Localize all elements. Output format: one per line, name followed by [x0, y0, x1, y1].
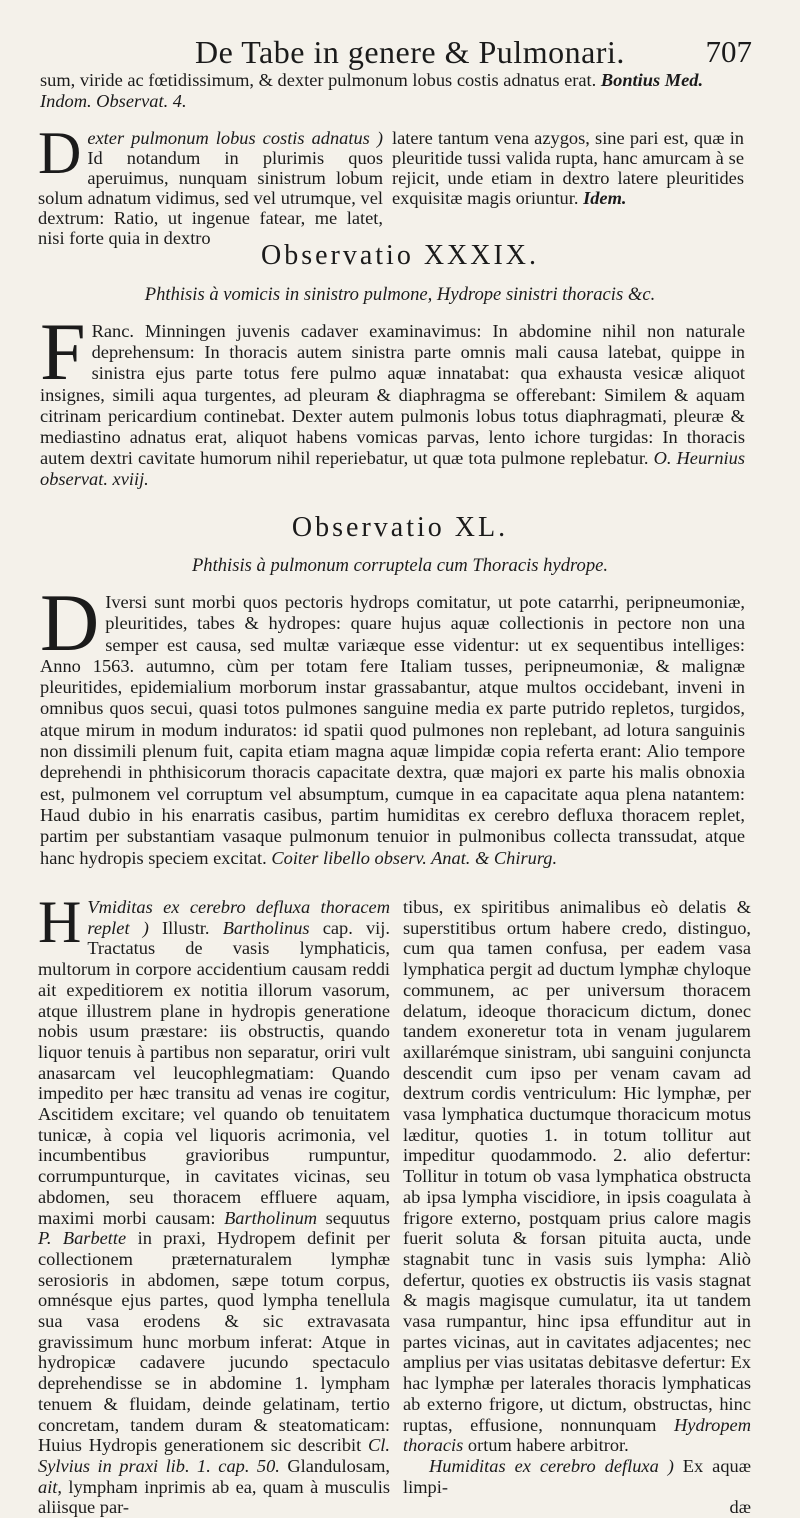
- observation-subheading: Phthisis à vomicis in sinistro pulmone, Hydrope sinistri thoracis &c.: [144, 284, 656, 305]
- note1-right-paragraph: latere tantum vena azygos, sine pari est, quæ in pleuritide tussi valida rupta, hanc amurcam à se rejicit, unde etiam in dextro latere pleuritides exquisitæ magis oriuntur. Idem.: [392, 128, 744, 209]
- observation-paragraph: F Ranc. Minningen juvenis cadaver examinavimus: In abdomine nihil non naturale deprehensum: In thoracis autem sinistra parte omnis mali causa latebat, quippe in sinistra ejus parte totus fere pulmo aquæ innatabat: qua exhausta vesicæ aliquot insignes, simili aqua turgentes, ad pleuram & diaphragma se offerebant: Similem & aquam citrinam pericardium continebat. Dexter autem pulmonis lobus totus diaphragmati, pleuræ & mediastino adnatus erat, aliquot habens vomicas parvas, lento ichore turgidas: In thoracis autem dextri cavitate humorum nihil reperiebatur, ut quæ tota pulmone replebatur. O. Heurnius observat. xviij.: [40, 306, 745, 490]
- citation: Coiter libello observ. Anat. & Chirurg.: [271, 847, 558, 868]
- observation-subheading: Phthisis à pulmonum corruptela cum Thoracis hydrope.: [191, 555, 609, 576]
- observation-39-body: [40, 306, 745, 491]
- note1-right-column: [392, 128, 744, 208]
- catchword: dæ: [729, 1497, 751, 1518]
- drop-capital: F: [40, 306, 86, 397]
- note2-right-paragraph: tibus, ex spiritibus animalibus eò delatis & superstitibus ortum habere credo, distinguo, cum qua tamen confusa, per eadem vasa lymphatica pergit ad ductum lymphæ chyloque communem, ac per universum thoracem delatum, ideoque thoracicum dictum, donec tandem exoneretur tota in venam jugularem axillarémque sinistram, ubi sanguini conjuncta descendit cum ipso per venam cavam ad dextrum cordis ventriculum: Hic lymphæ, per vasa lymphatica ductumque thoracicum motus læditur, quoties 1. in totum tollitur aut impeditur quodammodo. 2. alio defertur: Tollitur in totum ob vasa lymphatica obstructa ab ipsa lympha viscidiore, in ipsis coagulata à frigore externo, postquam prius calore magis fuerit soluta & forsan pituita aucta, unde stagnabit tunc in vasis suis lympha: Aliò defertur, quoties ex obstructis iis vasis stagnat & magis magisque cumulatur, ita ut tandem vasa rumpantur, hinc ipsa effunditur aut in partes vicinas, aut in cavitates adjacentes; nec amplius per vias usitatas debitasve defertur: Ex hac lymphæ per laterales thoracis lymphaticas ab externo frigore, ut dictum, obstructas, hinc ruptas, effusione, nonnunquam Hydropem thoracis ortum habere arbitror. Humiditas ex cerebro defluxa ) Ex aquæ limpi-: [403, 897, 751, 1497]
- continuation-line-2: Indom. Observat. 4.: [40, 91, 187, 111]
- citation: Bontius Med.: [600, 70, 704, 90]
- note2-left-column: [38, 889, 391, 1518]
- drop-capital: D: [38, 120, 82, 186]
- note2-left-paragraph: H Vmiditas ex cerebro defluxa thoracem replet ) Illustr. Bartholinus cap. vij. Tractatus de vasis lymphaticis, multorum in corpore accidentium causam reddi ait expeditiorem ex notitia illorum vasorum, atque illustrem plane in hydropis generatione nobis usum præstare: iis obstructis, quando liquor tenuis à partibus non separatur, oriri vult anasarcam vel leucophlegmatiam: Quando impedito per hæc transitu ad venas ire cogitur, Ascitidem excitare; vel quando ob tenuitatem tunicæ, à copia vel liquoris acrimonia, vel incumbentibus gravioribus rumpuntur, corrumpunturque, in cavitates vicinas, seu abdomen, seu thoracem effluere aquam, maximi morbi causam: Bartholinum sequutus P. Barbette in praxi, Hydropem definit per collectionem præternaturalem lymphæ serosioris in abdomen, sæpe totum corpus, omnésque ejus partes, quod lympha tenellula sua vasa erodens & sic extravasata gravissimum hunc morbum inferat: Atque in hydropicæ cadavere jucundo spectaculo deprehendisse se in abdomine 1. lympham tenuem & fluidam, deinde gelatinam, tertio concretam, tandem duram & steatomaticam: Huius Hydropis generationem sic describit Cl. Sylvius in praxi lib. 1. cap. 50. Glandulosam, ait, lympham inprimis ab ea, quam à musculis aliisque par-: [38, 889, 391, 1518]
- note1-left-column: [38, 120, 383, 249]
- observation-heading: Observatio XXXIX.: [260, 240, 540, 271]
- continuation-line-1: sum, viride ac fœtidissimum, & dexter pulmonum lobus costis adnatus erat. Bontius Med.: [40, 70, 704, 90]
- page-number: 707: [705, 34, 752, 69]
- page-header: [0, 30, 800, 74]
- drop-capital: H: [38, 889, 82, 955]
- note2-right-column: [403, 897, 751, 1517]
- citation: O. Heurnius observat. xviij.: [40, 448, 745, 490]
- note1-left-paragraph: Dexter pulmonum lobus costis adnatus ) Id notandum in plurimis quos aperuimus, nunquam sinistrum lobum solum adnatum vidimus, sed vel utrumque, vel dextrum: Ratio, ut ingenue fatear, me latet, nisi forte quia in dextro: [38, 120, 383, 249]
- citation: Idem.: [583, 188, 627, 209]
- lemma: exter pulmonum lobus costis adnatus ): [87, 128, 383, 148]
- lemma: Vmiditas ex cerebro defluxa thoracem replet ): [87, 897, 390, 938]
- observation-heading: Observatio XL.: [291, 512, 509, 543]
- observation-paragraph: D Iversi sunt morbi quos pectoris hydrops comitatur, ut pote catarrhi, peripneumoniæ, pleuritides, tabes & hydropes: quare hujus aquæ collectionis in pectore non una semper est causa, sed multæ variæque esse videntur: ut ex sequentibus intelliges: Anno 1563. autumno, cùm per totam fere Italiam tusses, peripneumoniæ, & malignæ pleuritides, epidemialium morborum instar grassabantur, atque multos occidebant, inveni in omnibus quos secui, quasi totos pulmones sanguine media ex parte putrido repletos, turgidos, atque mirum in modum induratos: id spatii quod pulmones non replebant, ad lotura sanguinis non dissimili plenum fuit, capita etiam magna aquæ limpidæ copia referta erant: Alio tempore deprehendi in phthisicorum thoracis capacitate dextra, quæ majori ex parte his malis obnoxia est, pulmonem vel corruptum vel absumptum, cumque in ea capacitate aqua plena natantem: Haud dubio in his enarratis casibus, partim humiditas ex cerebro defluxa thoracem replet, partim per substantiam vasaque pulmonum tenuior in pulmonibus collecta transsudat, atque hanc hydropis speciem excitat. Coiter libello observ. Anat. & Chirurg.: [40, 577, 745, 868]
- observation-40-body: [40, 577, 745, 869]
- lemma: Humiditas ex cerebro defluxa ): [429, 1455, 674, 1476]
- running-head: De Tabe in genere & Pulmonari.: [195, 34, 625, 70]
- drop-capital: D: [40, 577, 100, 668]
